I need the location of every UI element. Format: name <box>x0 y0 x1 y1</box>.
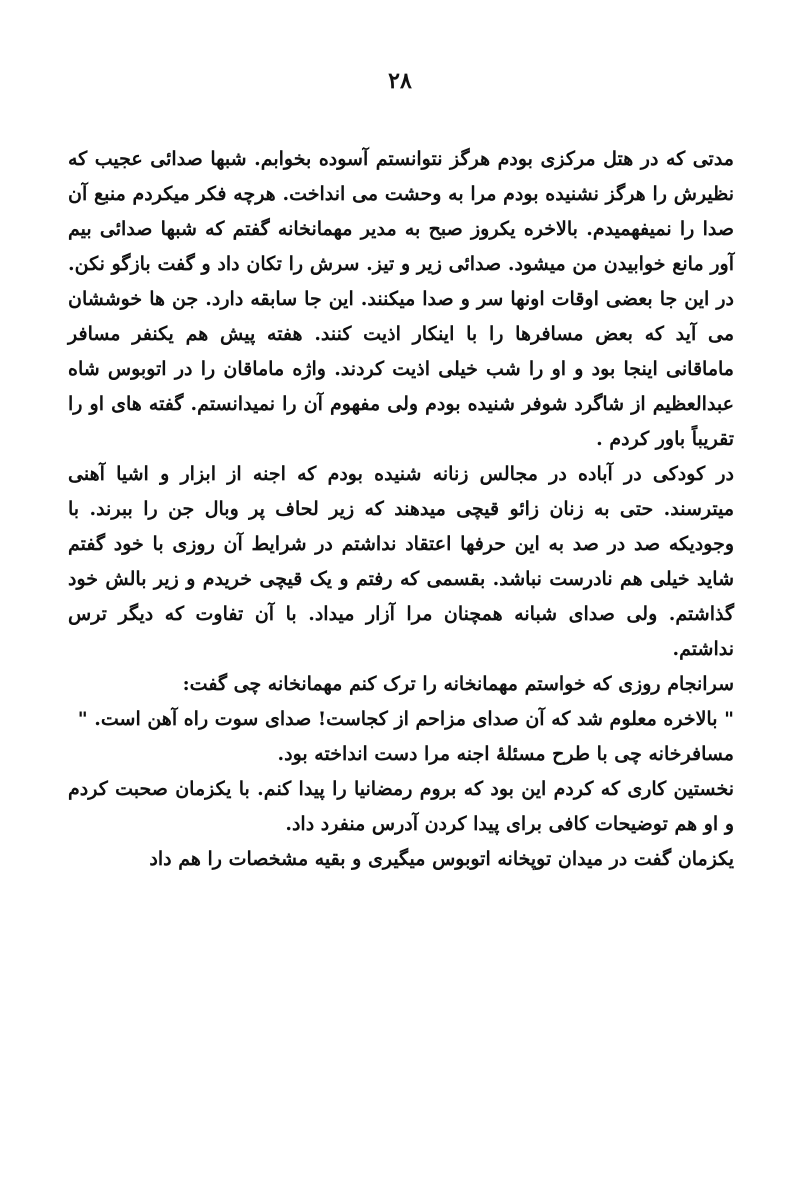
paragraph-childhood-abadeh: در کودکی در آباده در مجالس زنانه شنیده بودم که اجنه از ابزار و اشیا آهنی میترسند. حتی به زنان زائو قیچی میدهند که زیر لحاف پر وبال جن را ببرند. با وجودیکه صد در صد به این حرفها اعتقاد نداشتم در شرایط آن روزی با خود گفتم شاید خیلی هم نادرست نباشد. بقسمی که رفتم و یک قیچی خریدم و زیر بالش خود گذاشتم. ولی صدای شبانه همچنان مرا آزار میداد. با آن تفاوت که دیگر ترس نداشتم. <box>68 463 734 660</box>
paragraph-innkeeper-joke: مسافرخانه چی با طرح مسئلهٔ اجنه مرا دست انداخته بود. <box>277 743 734 765</box>
body-text <box>68 142 734 877</box>
paragraph-find-ramezania: نخستین کاری که کردم این بود که بروم رمضانیا را پیدا کنم. با یکزمان صحبت کردم و او هم توضیحات کافی برای پیدا کردن آدرس منفرد داد. <box>68 778 734 835</box>
page-number: ۲۸ <box>388 68 412 94</box>
paragraph-quote-train-whistle: " بالاخره معلوم شد که آن صدای مزاحم از کجاست! صدای سوت راه آهن است. " <box>77 708 734 730</box>
paragraph-leaving-hotel: سرانجام روزی که خواستم مهمانخانه را ترک کنم مهمانخانه چی گفت: <box>182 673 734 695</box>
paragraph-yekzaman-directions: یکزمان گفت در میدان توپخانه اتوبوس میگیری و بقیه مشخصات را هم داد <box>149 848 734 870</box>
paragraph-hotel-noise: مدتی که در هتل مرکزی بودم هرگز نتوانستم آسوده بخوابم. شبها صدائی عجیب که نظیرش را هرگز نشنیده بودم مرا به وحشت می انداخت. هرچه فکر میکردم منبع آن صدا را نمیفهمیدم. بالاخره یکروز صبح به مدیر مهمانخانه گفتم که شبها صدائی بیم آور مانع خوابیدن من میشود. صدائی زیر و تیز. سرش را تکان داد و گفت بازگو نکن. در این جا بعضی اوقات اونها سر و صدا میکنند. این جا سابقه دارد. جن ها خوششان می آید که بعض مسافرها را با اینکار اذیت کنند. هفته پیش هم یکنفر مسافر ماماقانی اینجا بود و او را شب خیلی اذیت کردند. واژه ماماقان را در اتوبوس شاه عبدالعظیم از شاگرد شوفر شنیده بودم ولی مفهوم آن را نمیدانستم. گفته های او را تقریباً باور کردم . <box>68 148 734 450</box>
